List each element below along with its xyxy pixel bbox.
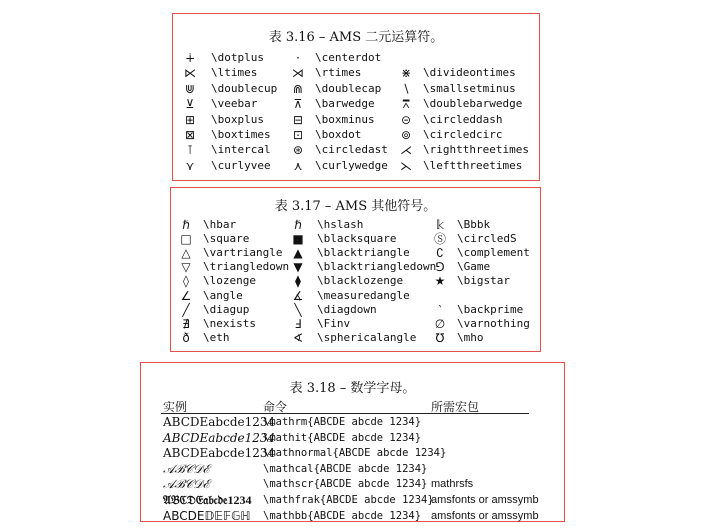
symbol-icon: ⅁ — [435, 260, 445, 275]
command-text: \Bbbk — [457, 218, 491, 231]
symbol-icon: □ — [180, 232, 192, 247]
command-text: \mathcal{ABCDE abcde 1234} — [263, 462, 428, 475]
command-text: \blacklozenge — [317, 274, 404, 288]
table-3-17-box — [170, 187, 541, 352]
table-3-16-caption: 表 3.16 – AMS 二元运算符。 — [268, 30, 444, 45]
example-text: 𝒜ℬ𝒞𝒟ℰ — [163, 461, 210, 476]
command-text: \boxminus — [315, 112, 375, 126]
table-3-18-box — [140, 362, 565, 522]
symbol-icon: ∡ — [292, 288, 304, 303]
symbol-icon: ∠ — [180, 288, 192, 303]
command-text: \backprime — [457, 302, 524, 316]
header-rule — [161, 413, 529, 414]
command-text: \vartriangle — [203, 246, 283, 260]
symbol-icon: ℏ — [294, 218, 302, 232]
command-text: \mathscr{ABCDE abcde 1234} — [263, 478, 428, 491]
symbol-icon: ⋌ — [400, 143, 412, 158]
symbol-icon: ⊻ — [185, 97, 195, 112]
command-text: \blacktriangledown — [317, 260, 437, 274]
symbol-icon: ⊡ — [292, 128, 304, 142]
symbol-icon: ╱ — [182, 302, 190, 317]
symbol-icon: 𝕜 — [436, 218, 444, 232]
command-text: \blacksquare — [317, 232, 397, 246]
table-3-17-caption: 表 3.17 – AMS 其他符号。 — [274, 199, 437, 214]
symbol-icon: ▼ — [293, 260, 303, 275]
command-text: \circledS — [457, 232, 517, 246]
command-text: \diagdown — [317, 302, 377, 316]
package-text: mathrsfs — [431, 478, 474, 491]
command-text: \centerdot — [315, 51, 382, 64]
command-text: \hslash — [317, 218, 364, 231]
example-text: ABCDE𝔻𝔼𝔽𝔾ℍ — [163, 508, 251, 523]
example-text: ABCDEabcde1234 — [163, 446, 276, 461]
command-text: \veebar — [211, 97, 258, 111]
symbol-icon: ∅ — [434, 316, 446, 331]
package-text: amsfonts or amssymb — [431, 494, 539, 506]
symbol-icon: ⧫ — [295, 274, 301, 289]
symbol-icon: Ⅎ — [294, 316, 302, 331]
command-text: \dotplus — [211, 51, 264, 64]
command-text: \blacktriangle — [317, 246, 410, 260]
command-text: \intercal — [211, 143, 271, 157]
command-text: \nexists — [203, 316, 256, 330]
symbol-icon: ⋇ — [400, 66, 412, 81]
symbol-icon: ℏ — [182, 218, 190, 232]
command-text: \boxtimes — [211, 128, 271, 141]
symbol-icon: ⊟ — [292, 112, 304, 127]
example-text: 𝒜ℬ𝒞𝒟ℰ — [163, 477, 210, 492]
command-text: \curlywedge — [315, 158, 388, 172]
command-text: \mathbb{ABCDE abcde 1234} — [263, 509, 422, 522]
symbol-icon: ⋒ — [292, 81, 304, 96]
symbol-icon: ⋎ — [185, 158, 195, 173]
header-example: 实例 — [163, 400, 188, 414]
command-text: \circleddash — [423, 112, 503, 126]
command-text: \circledast — [315, 143, 388, 157]
command-text: \divideontimes — [423, 66, 516, 80]
symbol-icon: ⋓ — [184, 81, 196, 96]
command-text: \circledcirc — [423, 128, 503, 141]
symbol-icon: ⊠ — [184, 128, 196, 142]
symbol-icon: ⊞ — [184, 112, 196, 127]
command-text: \hbar — [203, 218, 237, 231]
symbol-icon: ⋉ — [184, 66, 196, 81]
symbol-icon: ⩞ — [402, 97, 410, 112]
command-text: \angle — [203, 288, 243, 302]
table-3-18-caption: 表 3.18 – 数学字母。 — [289, 381, 416, 396]
command-text: \eth — [203, 330, 230, 344]
example-text: 𝔄𝔅ℭ𝔇𝔈𝔞𝔟𝔠𝔡𝔢1234 — [163, 493, 252, 507]
command-text: \leftthreetimes — [423, 158, 523, 172]
command-text: \diagup — [203, 302, 250, 316]
header-command: 命令 — [263, 400, 288, 414]
example-text: ABCDEabcde1234 — [163, 415, 276, 429]
symbol-icon: ∄ — [182, 316, 190, 331]
symbol-icon: ∁ — [436, 246, 444, 261]
command-text: \varnothing — [457, 316, 530, 330]
symbol-icon: ■ — [292, 232, 304, 247]
command-text: \sphericalangle — [317, 330, 417, 344]
symbol-icon: ╲ — [294, 302, 302, 317]
command-text: \Game — [457, 260, 491, 274]
command-text: \lozenge — [203, 274, 256, 288]
command-text: \curlyvee — [211, 158, 271, 172]
command-text: \rightthreetimes — [423, 143, 529, 157]
symbol-icon: ⋊ — [292, 66, 304, 81]
command-text: \mathit{ABCDE abcde 1234} — [263, 431, 422, 444]
package-text: amsfonts or amssymb — [431, 509, 539, 522]
command-text: \doublebarwedge — [423, 97, 523, 111]
command-text: \boxplus — [211, 112, 264, 126]
symbol-icon: ⊝ — [400, 112, 412, 127]
symbol-icon: ⋋ — [400, 158, 412, 173]
command-text: \ltimes — [211, 66, 258, 80]
command-text: \doublecup — [211, 81, 278, 95]
command-text: \measuredangle — [317, 288, 410, 302]
symbol-icon: ð — [182, 330, 190, 345]
symbol-icon: ∖ — [402, 81, 410, 96]
command-text: \bigstar — [457, 274, 510, 288]
command-text: \boxdot — [315, 128, 362, 141]
symbol-icon: ▲ — [293, 246, 303, 261]
symbol-icon: ▽ — [181, 260, 191, 275]
command-text: \doublecap — [315, 81, 382, 95]
symbol-icon: ‵ — [438, 302, 442, 317]
symbol-icon: · — [296, 51, 300, 65]
symbol-icon: ⊺ — [186, 143, 194, 158]
header-package: 所需宏包 — [431, 400, 480, 414]
command-text: \triangledown — [203, 260, 290, 274]
command-text: \mathfrak{ABCDE abcde 1234} — [263, 494, 434, 506]
symbol-icon: ★ — [434, 274, 446, 289]
command-text: \Finv — [317, 316, 351, 330]
table-3-16-box — [172, 13, 540, 181]
symbol-icon: ∔ — [184, 51, 196, 65]
command-text: \complement — [457, 246, 530, 260]
symbol-icon: ⋏ — [293, 158, 303, 173]
command-text: \mathrm{ABCDE abcde 1234} — [263, 416, 422, 428]
symbol-icon: ⊚ — [400, 128, 412, 142]
example-text: ABCDEabcde1234 — [163, 430, 276, 445]
command-text: \barwedge — [315, 97, 375, 111]
command-text: \mho — [457, 330, 484, 344]
symbol-icon: ⊼ — [293, 97, 303, 112]
symbol-icon: ◊ — [183, 274, 189, 289]
symbol-icon: ℧ — [435, 330, 445, 345]
symbol-icon: ⊛ — [292, 143, 304, 158]
command-text: \square — [203, 232, 250, 246]
command-text: \smallsetminus — [423, 81, 516, 95]
command-text: \mathnormal{ABCDE abcde 1234} — [263, 447, 447, 460]
symbol-icon: ∢ — [292, 330, 304, 345]
symbol-icon: Ⓢ — [433, 232, 446, 247]
command-text: \rtimes — [315, 66, 362, 80]
symbol-icon: △ — [181, 246, 191, 261]
